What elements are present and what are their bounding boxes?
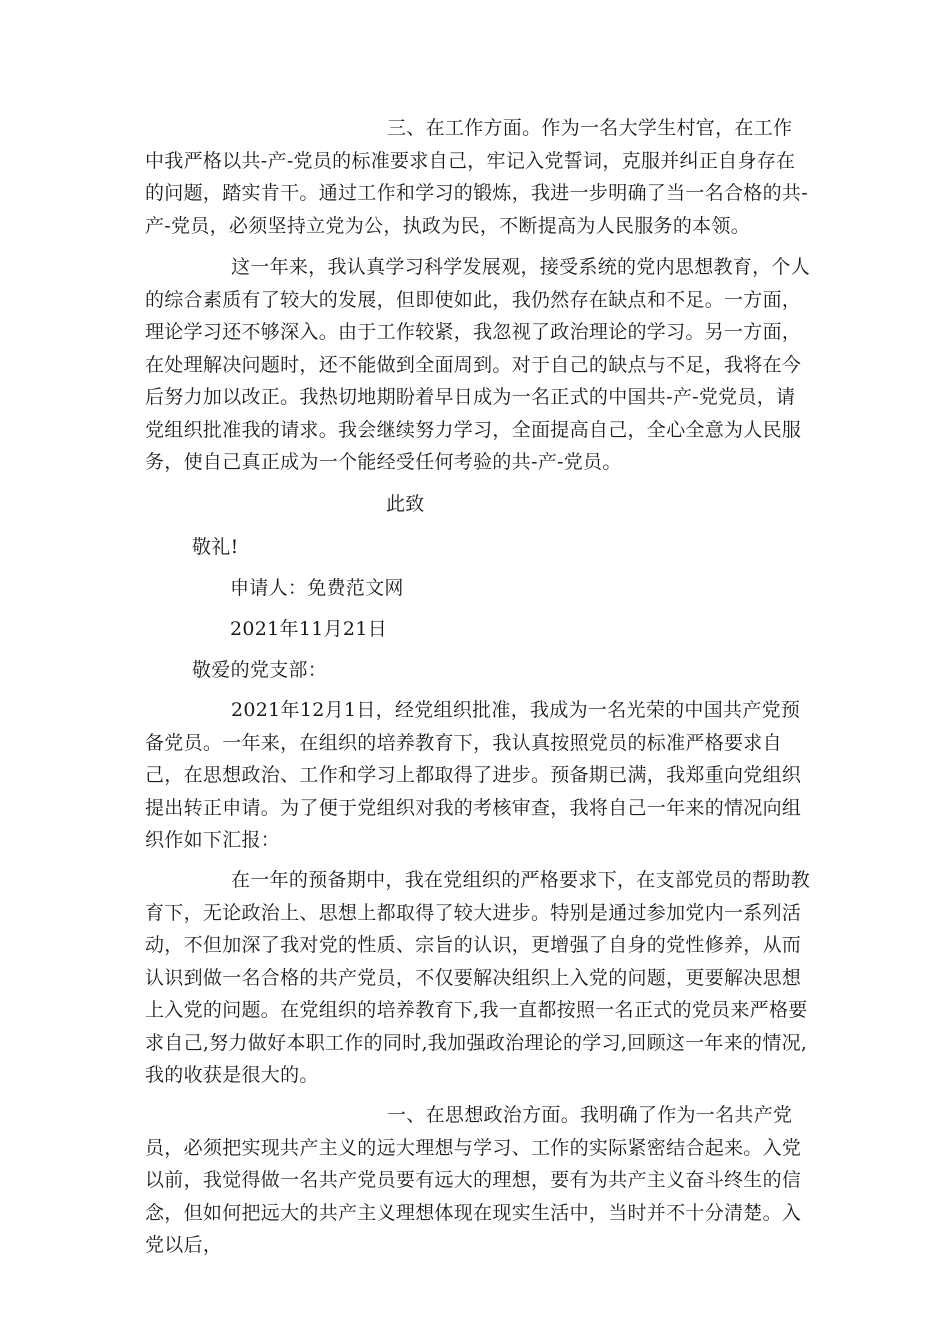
- paragraph-work-aspect: 三、在工作方面。作为一名大学生村官，在工作中我严格以共-产-党员的标准要求自己，牢记入党誓词，克服并纠正自身存在的问题，踏实肯干。通过工作和学习的锻炼，我进一步明确了当一名合格的共-产-党员，必须坚持立党为公，执政为民，不断提高为人民服务的本领。: [145, 117, 808, 237]
- salutation: 敬爱的党支部：: [192, 659, 328, 681]
- paragraph-progress: 在一年的预备期中，我在党组织的严格要求下，在支部党员的帮助教育下，无论政治上、思想上都取得了较大进步。特别是通过参加党内一系列活动，不但加深了我对党的性质、宗旨的认识，更增强了自身的党性修养，从而认识到做一名合格的共产党员，不仅要解决组织上入党的问题，更要解决思想上入党的问题。在党组织的培养教育下,我一直都按照一名正式的党员来严格要求自己,努力做好本职工作的同时,我加强政治理论的学习,回顾这一年来的情况,我的收获是很大的。: [145, 869, 811, 1086]
- paragraph-politics: 一、在思想政治方面。我明确了作为一名共产党员，必须把实现共产主义的远大理想与学习、工作的实际紧密结合起来。入党以前，我觉得做一名共产党员要有远大的理想，要有为共产主义奋斗终生的信念，但如何把远大的共产主义理想体现在现实生活中，当时并不十分清楚。入党以后，: [145, 1104, 802, 1256]
- paragraph-intro: 2021年12月1日，经党组织批准，我成为一名光荣的中国共产党预备党员。一年来，在组织的培养教育下，我认真按照党员的标准严格要求自己，在思想政治、工作和学习上都取得了进步。预备期已满，我郑重向党组织提出转正申请。为了便于党组织对我的考核审查，我将自己一年来的情况向组织作如下汇报：: [145, 699, 802, 851]
- closing-jingli: 敬礼!: [192, 536, 239, 558]
- applicant-signature: 申请人：免费范文网: [230, 577, 404, 599]
- application-date: 2021年11月21日: [230, 618, 388, 640]
- paragraph-year-summary: 这一年来，我认真学习科学发展观，接受系统的党内思想教育，个人的综合素质有了较大的发展，但即使如此，我仍然存在缺点和不足。一方面，理论学习还不够深入。由于工作较紧，我忽视了政治理论的学习。另一方面，在处理解决问题时，还不能做到全面周到。对于自己的缺点与不足，我将在今后努力加以改正。我热切地期盼着早日成为一名正式的中国共-产-党党员，请党组织批准我的请求。我会继续努力学习，全面提高自己，全心全意为人民服务，使自己真正成为一个能经受任何考验的共-产-党员。: [145, 256, 811, 473]
- closing-cizhi: 此致: [386, 493, 425, 515]
